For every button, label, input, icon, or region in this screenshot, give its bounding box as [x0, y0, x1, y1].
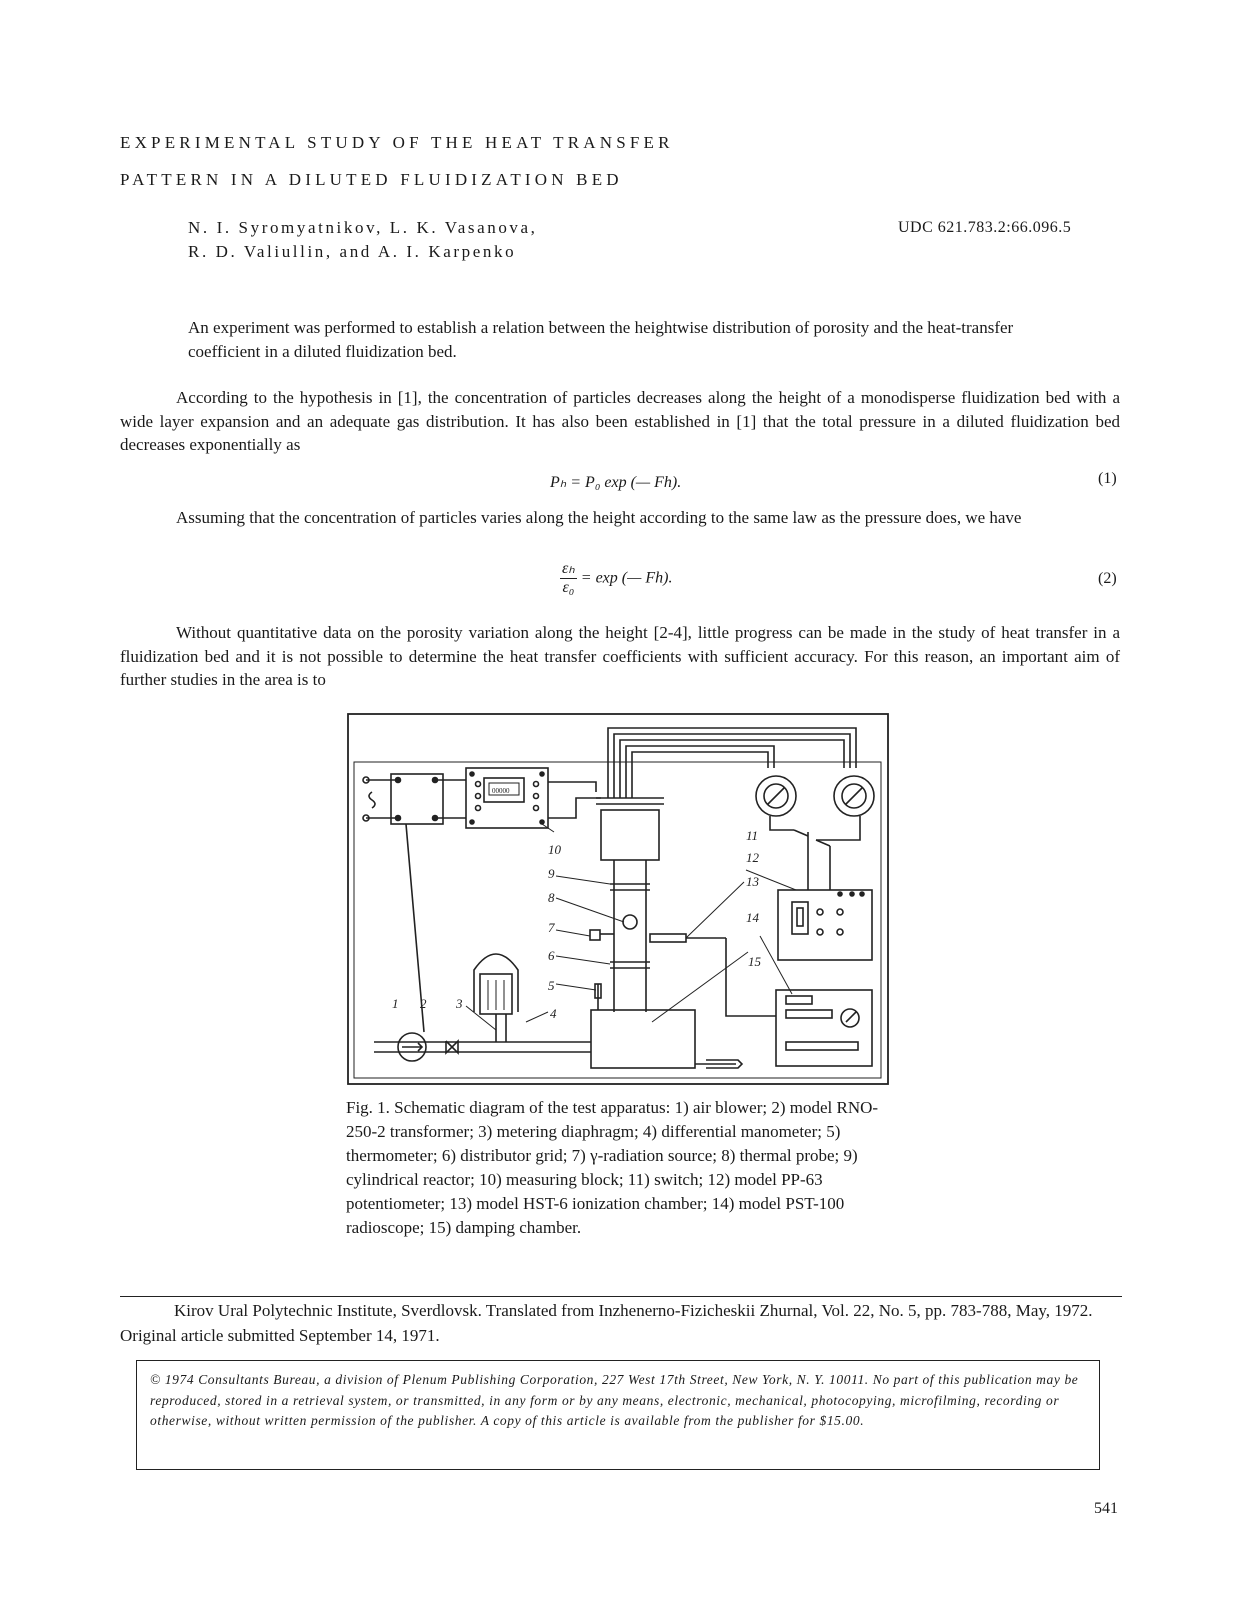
equation-1: Pₕ = P₀ exp (— Fh). — [550, 474, 682, 491]
equation-2-denominator: ε₀ — [562, 579, 575, 596]
paragraph-2 — [120, 506, 1120, 530]
page-number: 541 — [1094, 1500, 1118, 1517]
paragraph-1-text: According to the hypothesis in [1], the concentration of particles decreases along the height of a monodisperse fluidization bed with a wide layer expansion and an adequate gas distribution. It has also been established in [1] that the total pressure in a diluted fluidization bed decreases exponentially as — [120, 388, 1120, 454]
figure-label-6: 6 — [548, 948, 555, 963]
paper-title-line-1: EXPERIMENTAL STUDY OF THE HEAT TRANSFER — [120, 133, 674, 152]
figure-label-9: 9 — [548, 866, 555, 881]
measuring-block-display: 00000 — [492, 787, 510, 795]
paragraph-3 — [120, 621, 1120, 692]
paragraph-1 — [120, 386, 1120, 457]
paragraph-2-text: Assuming that the concentration of particles varies along the height according to the same law as the pressure does, we have — [176, 508, 1022, 527]
figure-label-12: 12 — [746, 850, 759, 865]
paper-title-line-2: PATTERN IN A DILUTED FLUIDIZATION BED — [120, 170, 623, 189]
figure-caption: Fig. 1. Schematic diagram of the test apparatus: 1) air blower; 2) model RNO-250-2 transformer; 3) metering diaphragm; 4) differential manometer; 5) thermometer; 6) distributor grid; 7) γ-radiation source; 8) thermal probe; 9) cylindrical reactor; 10) measuring block; 11) switch; 12) model PP-63 potentiometer; 13) model HST-6 ionization chamber; 14) model PST-100 radioscope; 15) damping chamber. — [346, 1098, 879, 1237]
paragraph-3-text: Without quantitative data on the porosity variation along the height [2-4], little progress can be made in the study of heat transfer in a fluidization bed and it is not possible to determine the heat transfer coefficients with sufficient accuracy. For this reason, an important aim of further studies in the area is to — [120, 623, 1120, 689]
equation-2-number: (2) — [1098, 570, 1117, 587]
footnote — [120, 1298, 1122, 1348]
figure-label-14: 14 — [746, 910, 759, 925]
figure-label-1: 1 — [392, 996, 399, 1011]
equation-2 — [560, 560, 672, 597]
footnote-rule — [120, 1296, 1122, 1297]
figure-label-2: 2 — [420, 996, 427, 1011]
figure-label-7: 7 — [548, 920, 555, 935]
figure-label-5: 5 — [548, 978, 555, 993]
equation-2-rhs: = exp (— Fh). — [580, 569, 673, 587]
footnote-text: Kirov Ural Polytechnic Institute, Sverdlovsk. Translated from Inzhenerno-Fizicheskii Zhurnal, Vol. 22, No. 5, pp. 783-788, May, 1972. Original article submitted September 14, 1971. — [120, 1301, 1093, 1345]
equation-2-numerator: εₕ — [562, 560, 575, 577]
figure-label-3: 3 — [456, 996, 463, 1011]
figure-label-10: 10 — [548, 842, 561, 857]
copyright-notice: © 1974 Consultants Bureau, a division of Plenum Publishing Corporation, 227 West 17th Street, New York, N. Y. 10011. No part of this publication may be reproduced, stored in a retrieval system, or transmitted, in any form or by any means, electronic, mechanical, photocopying, microfilming, recording or otherwise, without written permission of the publisher. A copy of this article is available from the publisher for $15.00. — [150, 1372, 1079, 1428]
abstract: An experiment was performed to establish a relation between the heightwise distribution of porosity and the heat-transfer coefficient in a diluted fluidization bed. — [188, 318, 1014, 361]
figure-label-13: 13 — [746, 874, 759, 889]
apparatus-schematic — [346, 712, 892, 1088]
authors-line-2: R. D. Valiullin, and A. I. Karpenko — [188, 242, 517, 261]
authors-line-1: N. I. Syromyatnikov, L. K. Vasanova, — [188, 218, 538, 237]
figure-label-8: 8 — [548, 890, 555, 905]
figure-label-4: 4 — [550, 1006, 557, 1021]
equation-2-fraction — [560, 560, 577, 597]
figure-label-15: 15 — [748, 954, 761, 969]
figure-label-11: 11 — [746, 828, 759, 843]
udc-code: UDC 621.783.2:66.096.5 — [898, 219, 1072, 236]
equation-1-number: (1) — [1098, 470, 1117, 487]
